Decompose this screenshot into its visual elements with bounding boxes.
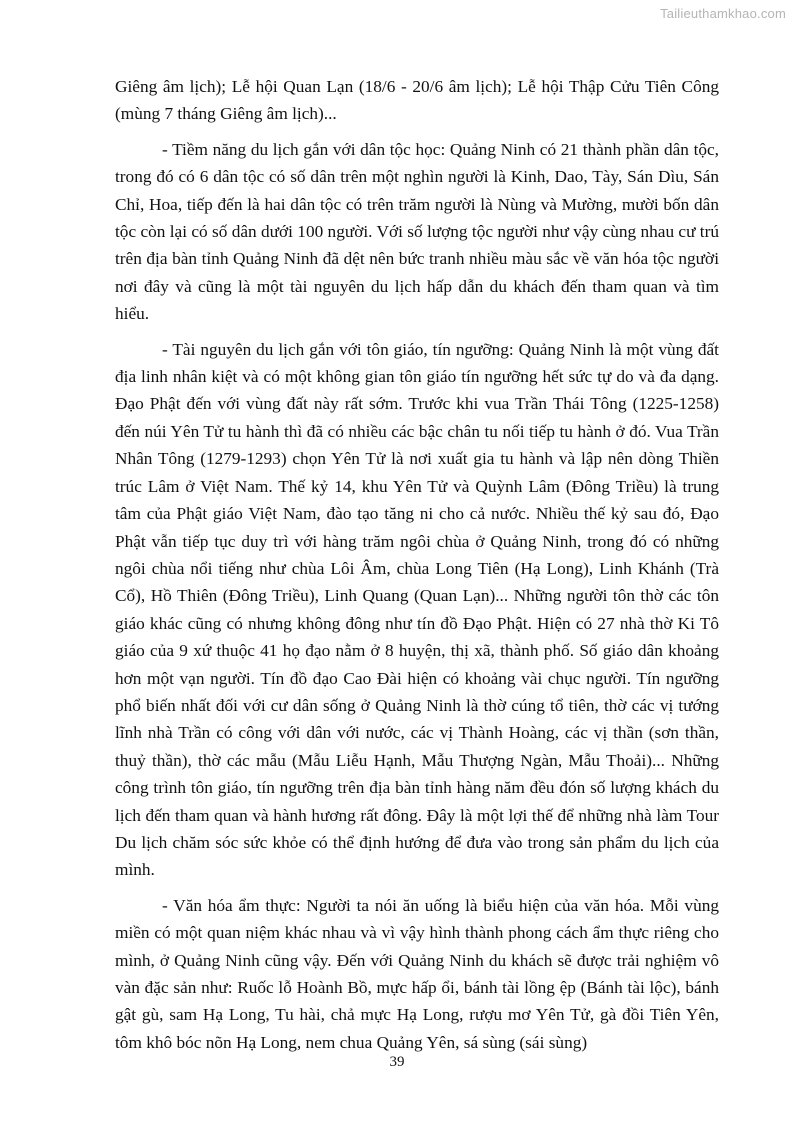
paragraph-ethnology: - Tiềm năng du lịch gắn với dân tộc học: Quảng Ninh có 21 thành phần dân tộc, trong đó có 6 dân tộc có số dân trên một nghìn người là Kinh, Dao, Tày, Sán Dìu, Sán Chỉ, Hoa, tiếp đến là hai dân tộc có trên trăm người là Nùng và Mường, mười bốn dân tộc còn lại có số dân dưới 100 người. Với số lượng tộc người như vậy cùng nhau cư trú trên địa bàn tỉnh Quảng Ninh đã dệt nên bức tranh nhiều màu sắc về văn hóa tộc người nơi đây và cũng là một tài nguyên du lịch hấp dẫn du khách đến tham quan và tìm hiểu. <box>115 139 719 324</box>
watermark-text: Tailieuthamkhao.com <box>660 6 786 21</box>
paragraph-religion: - Tài nguyên du lịch gắn với tôn giáo, tín ngưỡng: Quảng Ninh là một vùng đất địa linh nhân kiệt và có một không gian tôn giáo tín ngưỡng hết sức tự do và đa dạng. Đạo Phật đến với vùng đất này rất sớm. Trước khi vua Trần Thái Tông (1225-1258) đến núi Yên Tử tu hành thì đã có nhiều các bậc chân tu nối tiếp tu hành ở đó. Vua Trần Nhân Tông (1279-1293) chọn Yên Tử là nơi xuất gia tu hành và lập nên dòng Thiền trúc Lâm ở Việt Nam. Thế kỷ 14, khu Yên Tử và Quỳnh Lâm (Đông Triều) là trung tâm của Phật giáo Việt Nam, đào tạo tăng ni cho cả nước. Nhiều thế kỷ sau đó, Đạo Phật vẫn tiếp tục duy trì với hàng trăm ngôi chùa ở Quảng Ninh, trong đó có những ngôi chùa nổi tiếng như chùa Lôi Âm, chùa Long Tiên (Hạ Long), Linh Khánh (Trà Cổ), Hồ Thiên (Đông Triều), Linh Quang (Quan Lạn)... Những người tôn thờ các tôn giáo khác cũng có nhưng không đông như tín đồ Đạo Phật. Hiện có 27 nhà thờ Ki Tô giáo của 9 xứ thuộc 41 họ đạo nằm ở 8 huyện, thị xã, thành phố. Số giáo dân khoảng hơn một vạn người. Tín đồ đạo Cao Đài hiện có khoảng vài chục người. Tín ngưỡng phổ biến nhất đối với cư dân sống ở Quảng Ninh là thờ cúng tổ tiên, thờ các vị tướng lĩnh nhà Trần có công với dân với nước, các vị Thành Hoàng, các vị thần (sơn thần, thuỷ thần), thờ các mẫu (Mẫu Liễu Hạnh, Mẫu Thượng Ngàn, Mẫu Thoải)... Những công trình tôn giáo, tín ngưỡng trên địa bàn tỉnh hàng năm đều đón số lượng khách du lịch đến tham quan và hành hương rất đông. Đây là một lợi thế để những nhà làm Tour Du lịch chăm sóc sức khỏe có thể định hướng để đưa vào trong sản phẩm du lịch của mình. <box>115 339 719 880</box>
page-number: 39 <box>389 1054 405 1070</box>
paragraph-continuation: Giêng âm lịch); Lễ hội Quan Lạn (18/6 - 20/6 âm lịch); Lễ hội Thập Cửu Tiên Công (mùng 7 tháng Giêng âm lịch)... <box>115 77 719 124</box>
document-body <box>115 73 719 1064</box>
paragraph-cuisine: - Văn hóa ẩm thực: Người ta nói ăn uống là biểu hiện của văn hóa. Mỗi vùng miền có một quan niệm khác nhau và vì vậy hình thành phong cách ẩm thực riêng cho mình, ở Quảng Ninh cũng vậy. Đến với Quảng Ninh du khách sẽ được trải nghiệm vô vàn đặc sản như: Ruốc lỗ Hoành Bồ, mực hấp ổi, bánh tài lồng ệp (Bánh tài lộc), bánh gật gù, sam Hạ Long, Tu hài, chả mực Hạ Long, rượu mơ Yên Tử, gà đồi Tiên Yên, tôm khô bóc nõn Hạ Long, nem chua Quảng Yên, sá sùng (sái sùng) <box>115 895 719 1052</box>
